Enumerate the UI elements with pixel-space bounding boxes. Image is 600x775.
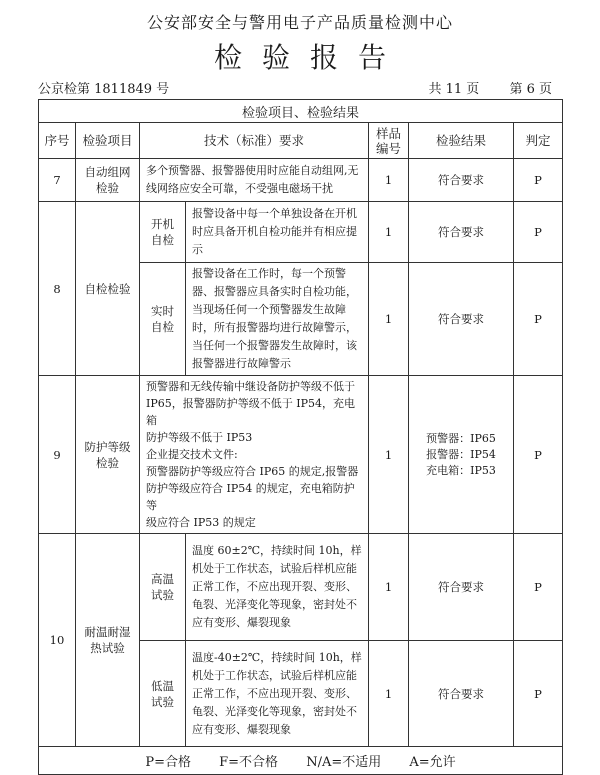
legend-not-applicable: N/A=不适用 <box>306 755 382 770</box>
result-text <box>409 376 514 534</box>
row-number: 8 <box>39 202 76 376</box>
result-text: 符合要求 <box>409 159 514 202</box>
report-title: 检验报告 <box>213 41 406 74</box>
col-header-result: 检验结果 <box>409 123 514 159</box>
requirement-line: 防护等级不低于 IP53 <box>146 431 253 444</box>
item-name: 自动组网 检验 <box>76 159 140 202</box>
result-line: 充电箱：IP53 <box>426 463 496 477</box>
sub-item-name: 低温 试验 <box>140 641 186 747</box>
verdict-legend <box>39 747 563 775</box>
item-name: 防护等级 检验 <box>76 376 140 534</box>
column-header-row <box>39 123 563 159</box>
col-header-requirement: 技术（标准）要求 <box>140 123 369 159</box>
sample-number: 1 <box>369 202 409 263</box>
inspection-results-table <box>38 99 563 775</box>
verdict: P <box>514 641 563 747</box>
requirement-text: 报警设备中每一个单独设备在开机时应具备开机自检功能并有相应提示 <box>186 202 369 263</box>
requirement-text: 报警设备在工作时，每一个预警器、报警器应具备实时自检功能，当现场任何一个预警器发生故障时，所有报警器均进行故障警示，当任何一个报警器发生故障时，该报警器进行故障警示 <box>186 263 369 376</box>
issuing-organization: 公安部安全与警用电子产品质量检测中心 <box>146 13 453 32</box>
result-text: 符合要求 <box>409 263 514 376</box>
result-line: 预警器：IP65 <box>426 431 496 445</box>
table-row <box>39 202 563 263</box>
sub-item-name: 开机 自检 <box>140 202 186 263</box>
table-row <box>39 159 563 202</box>
requirement-line: 预警器和无线传输中继设备防护等级不低于 <box>146 380 355 393</box>
requirement-text <box>140 376 369 534</box>
verdict: P <box>514 376 563 534</box>
verdict: P <box>514 263 563 376</box>
sample-number: 1 <box>369 159 409 202</box>
sub-item-name: 高温 试验 <box>140 534 186 641</box>
page-current: 第 6 页 <box>509 82 552 97</box>
col-header-verdict: 判定 <box>514 123 563 159</box>
table-row <box>39 376 563 534</box>
result-text: 符合要求 <box>409 641 514 747</box>
verdict: P <box>514 159 563 202</box>
item-name: 耐温耐湿 热试验 <box>76 534 140 747</box>
item-name: 自检检验 <box>76 202 140 376</box>
requirement-line: 级应符合 IP53 的规定 <box>146 516 256 529</box>
sub-item-name: 实时 自检 <box>140 263 186 376</box>
report-number: 公京检第 1811849 号 <box>38 82 170 97</box>
requirement-line: IP65，报警器防护等级不低于 IP54，充电箱 <box>146 397 355 427</box>
row-number: 9 <box>39 376 76 534</box>
legend-fail: F=不合格 <box>219 755 279 770</box>
col-header-no: 序号 <box>39 123 76 159</box>
section-title: 检验项目、检验结果 <box>39 100 563 123</box>
sample-number: 1 <box>369 641 409 747</box>
row-number: 7 <box>39 159 76 202</box>
legend-row <box>39 747 563 775</box>
requirement-line: 预警器防护等级应符合 IP65 的规定,报警器 <box>146 465 359 478</box>
requirement-text: 多个预警器、报警器使用时应能自动组网,无线网络应安全可靠，不受强电磁场干扰 <box>140 159 369 202</box>
sample-number: 1 <box>369 263 409 376</box>
requirement-line: 企业提交技术文件: <box>146 448 238 461</box>
col-header-sample: 样品 编号 <box>369 123 409 159</box>
section-title-row <box>39 100 563 123</box>
verdict: P <box>514 202 563 263</box>
requirement-text: 温度 60±2℃，持续时间 10h，样机处于工作状态，试验后样机应能正常工作，不应出现开裂、变形、龟裂、光泽变化等现象，密封处不应有变形、爆裂现象 <box>186 534 369 641</box>
requirement-line: 防护等级应符合 IP54 的规定，充电箱防护等 <box>146 482 355 512</box>
requirement-text: 温度-40±2℃，持续时间 10h，样机处于工作状态，试验后样机应能正常工作，不应出现开裂、变形、龟裂、光泽变化等现象，密封处不应有变形、爆裂现象 <box>186 641 369 747</box>
page-info <box>403 78 553 97</box>
sample-number: 1 <box>369 376 409 534</box>
row-number: 10 <box>39 534 76 747</box>
pages-total: 共 11 页 <box>428 82 480 97</box>
result-text: 符合要求 <box>409 202 514 263</box>
verdict: P <box>514 534 563 641</box>
result-text: 符合要求 <box>409 534 514 641</box>
report-meta <box>38 78 552 97</box>
table-row <box>39 534 563 641</box>
legend-pass: P=合格 <box>145 755 191 770</box>
legend-allowed: A=允许 <box>409 755 456 770</box>
col-header-item: 检验项目 <box>76 123 140 159</box>
sample-number: 1 <box>369 534 409 641</box>
result-line: 报警器：IP54 <box>426 447 496 461</box>
